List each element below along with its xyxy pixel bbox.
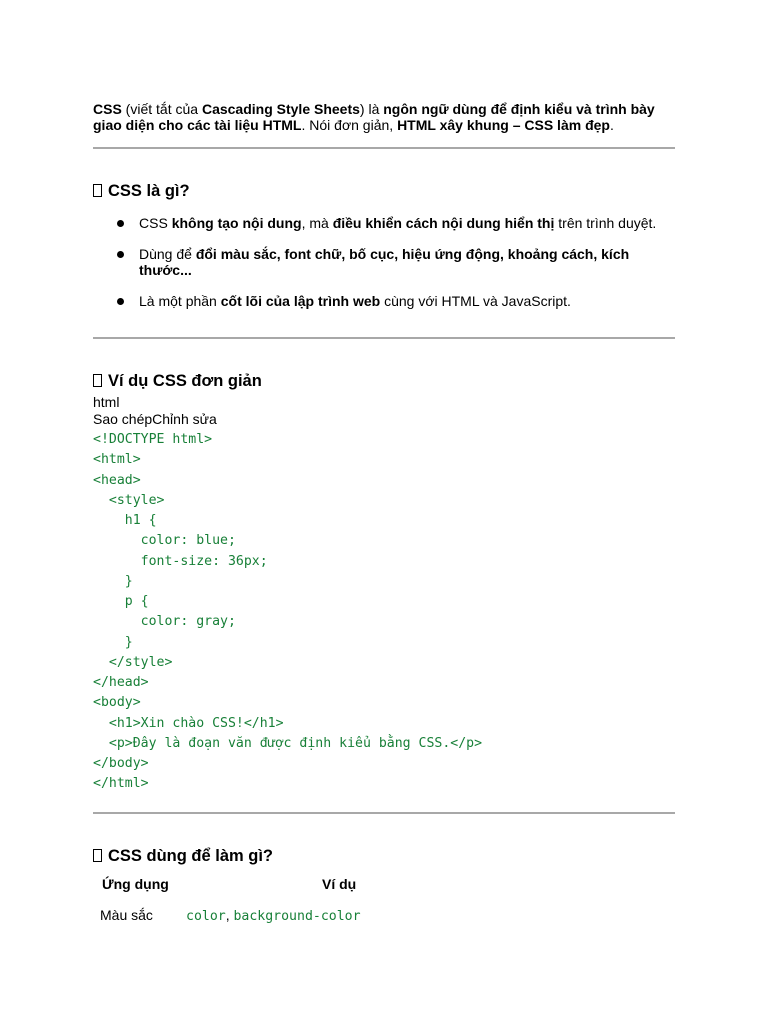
divider	[93, 337, 675, 339]
intro-text-segment: HTML xây khung – CSS làm đẹp	[397, 117, 610, 133]
bullet-list	[93, 215, 683, 309]
bullet-icon	[117, 298, 124, 305]
code-line: <style>	[93, 492, 165, 508]
bullet-text-segment: không tạo nội dung	[171, 215, 302, 231]
code-line: color: blue;	[93, 533, 236, 549]
divider	[93, 812, 675, 814]
table-header-example: Ví dụ	[322, 876, 357, 892]
intro-text-segment: (viết tắt của	[121, 101, 202, 117]
bullet-text-segment: trên trình duyệt.	[554, 215, 657, 231]
bullet-text-segment: điều khiển cách nội dung hiển thị	[332, 215, 555, 231]
code-line: <h1>Xin chào CSS!</h1>	[93, 715, 284, 731]
bullet-text-segment: cùng với HTML và JavaScript.	[380, 293, 571, 309]
table-cell-label: Màu sắc	[100, 907, 153, 923]
code-line: <!DOCTYPE html>	[93, 432, 213, 447]
code-line: </html>	[93, 776, 149, 792]
code-line: </head>	[93, 675, 149, 690]
bullet-icon	[117, 251, 124, 258]
intro-text-segment: Cascading Style Sheets	[201, 101, 360, 117]
code-line: <p>Đây là đoạn văn được định kiểu bằng CSS.</p>	[93, 735, 483, 751]
code-snippet: background-color	[233, 909, 361, 924]
section-heading-what-is-css	[93, 181, 190, 201]
code-line: <head>	[93, 472, 141, 488]
intro-text-segment: . Nói đơn giản,	[301, 117, 398, 133]
intro-text-segment: .	[609, 117, 614, 133]
code-line: <body>	[93, 695, 141, 711]
missing-glyph-icon	[93, 184, 102, 197]
bullet-text-segment: Là một phần	[139, 293, 221, 309]
code-line: }	[93, 634, 133, 650]
list-item	[93, 293, 683, 309]
missing-glyph-icon	[93, 374, 102, 387]
bullet-text-segment: đổi màu sắc, font chữ, bố cục, hiệu ứng động, khoảng cách, kích thước...	[139, 246, 630, 278]
divider	[93, 147, 675, 149]
bullet-text-1	[139, 215, 656, 231]
bullet-icon	[117, 220, 124, 227]
section-heading-css-uses	[93, 846, 273, 866]
code-block	[93, 430, 482, 795]
list-item	[93, 215, 683, 231]
code-line: </body>	[93, 756, 149, 771]
heading-text: CSS là gì?	[108, 182, 190, 200]
code-line: p {	[93, 594, 149, 609]
list-item	[93, 246, 683, 278]
bullet-text-2	[139, 246, 629, 278]
intro-text-segment: ) là	[359, 101, 384, 117]
table-header-application: Ứng dụng	[102, 876, 169, 892]
code-line: <html>	[93, 452, 141, 468]
code-line: color: gray;	[93, 614, 236, 630]
intro-text-segment: CSS	[93, 101, 122, 117]
table-cell-example	[186, 907, 361, 924]
missing-glyph-icon	[93, 849, 102, 862]
intro-text-segment: ngôn ngữ dùng để định kiểu và trình bày giao diện cho các tài liệu HTML	[93, 101, 655, 133]
heading-text: CSS dùng để làm gì?	[108, 847, 274, 865]
code-snippet: color	[186, 909, 226, 924]
separator: ,	[225, 907, 230, 923]
bullet-text-segment: , mà	[301, 215, 333, 231]
heading-text: Ví dụ CSS đơn giản	[108, 372, 262, 390]
code-line: </style>	[93, 654, 173, 670]
bullet-text-segment: cốt lõi của lập trình web	[220, 293, 381, 309]
code-line: h1 {	[93, 513, 157, 528]
copy-edit-buttons[interactable]: Sao chépChỉnh sửa	[93, 411, 217, 427]
bullet-text-segment: Dùng để	[139, 246, 196, 262]
code-line: font-size: 36px;	[93, 553, 268, 569]
code-language-label: html	[93, 394, 120, 410]
section-heading-css-example	[93, 371, 262, 391]
bullet-text-3	[139, 293, 571, 309]
intro-paragraph	[93, 101, 683, 133]
code-line: }	[93, 573, 133, 589]
bullet-text-segment: CSS	[139, 215, 172, 231]
